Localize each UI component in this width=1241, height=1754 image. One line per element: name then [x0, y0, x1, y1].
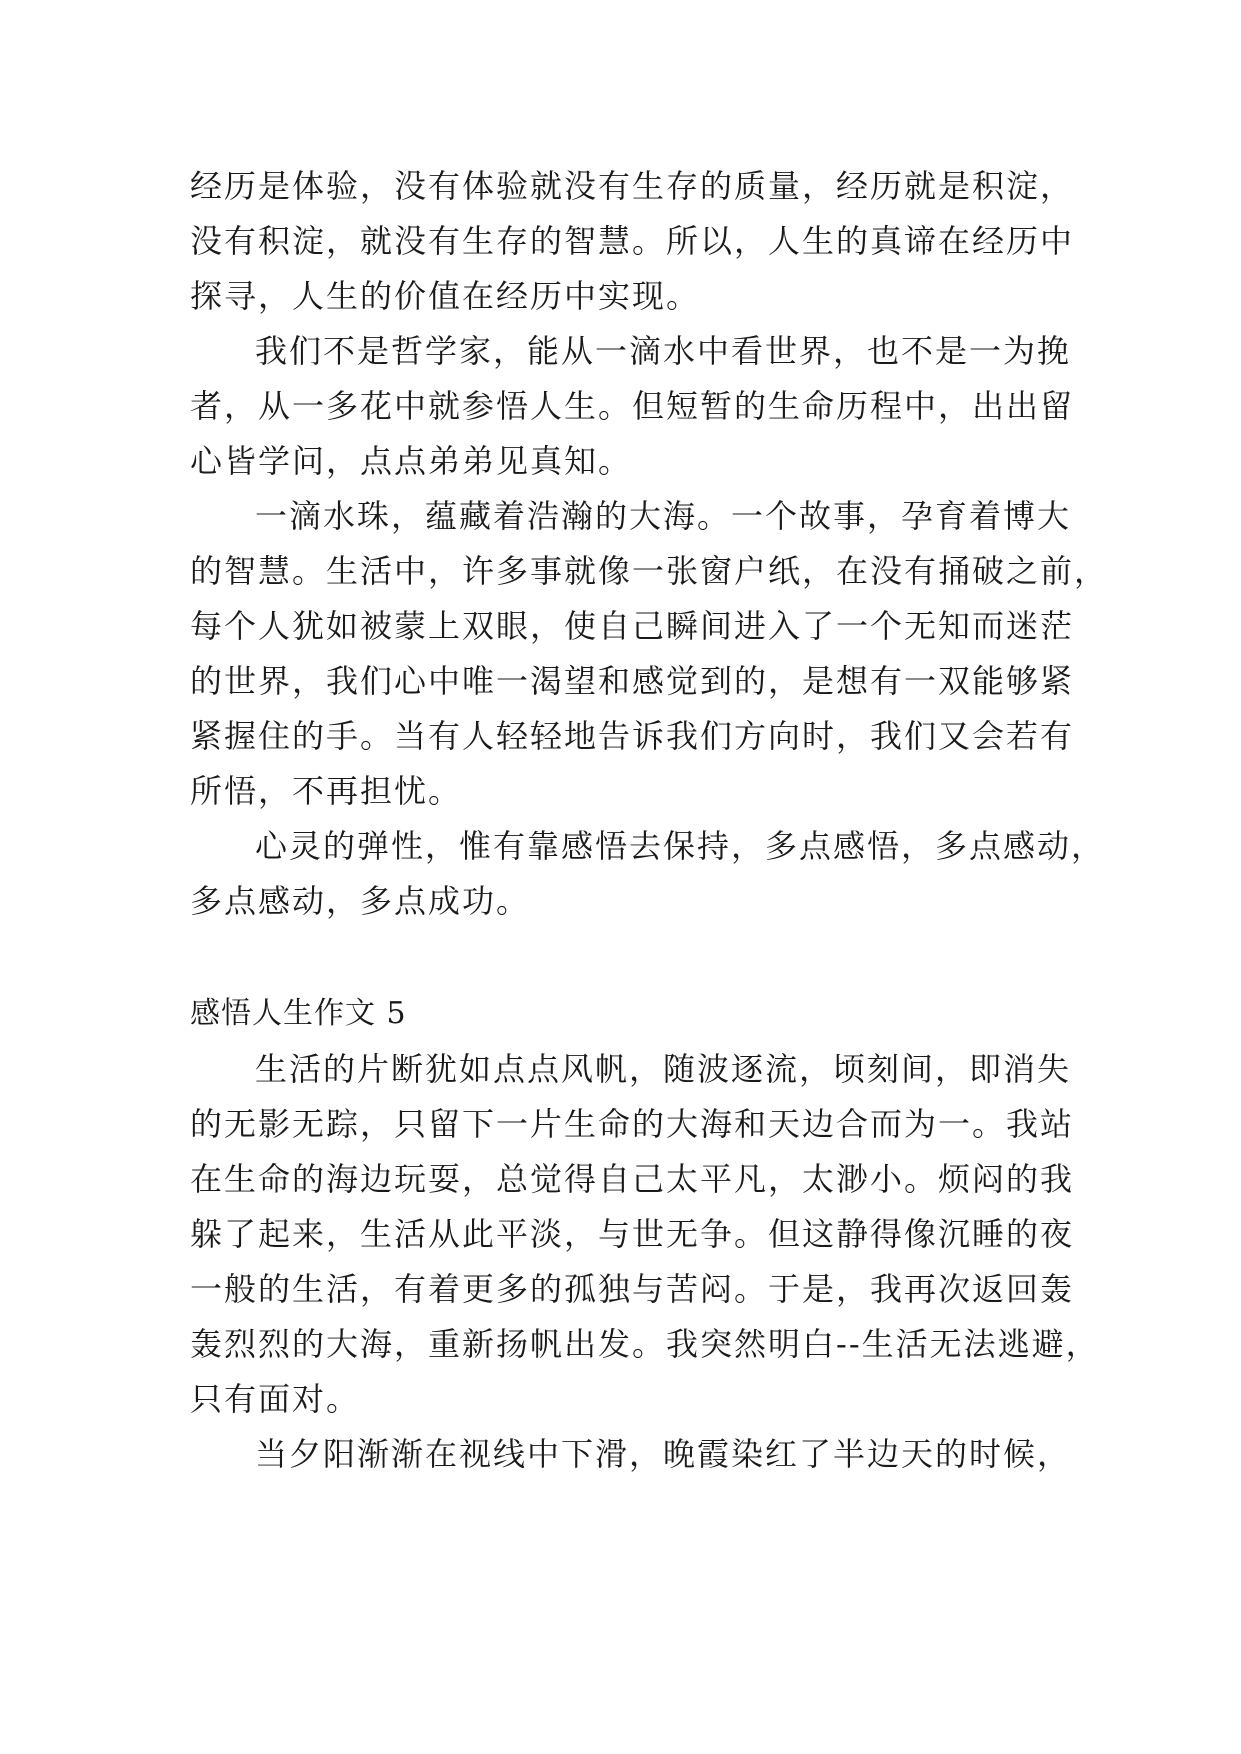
- text-line: 我们不是哲学家，能从一滴水中看世界，也不是一为挽: [255, 332, 1072, 370]
- text-line: 只有面对。: [190, 1380, 361, 1418]
- text-line: 没有积淀，就没有生存的智慧。所以，人生的真谛在经历中: [190, 222, 1075, 260]
- text-line: 心皆学问，点点弟弟见真知。: [190, 442, 633, 480]
- text-line: 一滴水珠，蕴藏着浩瀚的大海。一个故事，孕育着博大: [255, 497, 1072, 535]
- section-title: 感悟人生作文 5: [190, 996, 407, 1031]
- text-line: 探寻，人生的价值在经历中实现。: [190, 277, 701, 315]
- text-line: 的智慧。生活中，许多事就像一张窗户纸，在没有捅破之前，: [190, 552, 1109, 590]
- text-line: 轰烈烈的大海，重新扬帆出发。我突然明白--生活无法逃避，: [190, 1325, 1100, 1363]
- text-line: 紧握住的手。当有人轻轻地告诉我们方向时，我们又会若有: [190, 717, 1075, 755]
- text-line: 者，从一多花中就参悟人生。但短暂的生命历程中，出出留: [190, 387, 1075, 425]
- text-line: 一般的生活，有着更多的孤独与苦闷。于是，我再次返回轰: [190, 1270, 1075, 1308]
- text-line: 所悟，不再担忧。: [190, 772, 463, 810]
- text-line: 经历是体验，没有体验就没有生存的质量，经历就是积淀，: [190, 167, 1075, 205]
- text-line: 每个人犹如被蒙上双眼，使自己瞬间进入了一个无知而迷茫: [190, 607, 1075, 645]
- text-line: 的无影无踪，只留下一片生命的大海和天边合而为一。我站: [190, 1105, 1075, 1143]
- text-line: 生活的片断犹如点点风帆，随波逐流，顷刻间，即消失: [255, 1050, 1072, 1088]
- text-line: 当夕阳渐渐在视线中下滑，晚霞染红了半边天的时候，: [255, 1435, 1072, 1473]
- text-line: 多点感动，多点成功。: [190, 882, 531, 920]
- text-line: 躲了起来，生活从此平淡，与世无争。但这静得像沉睡的夜: [190, 1215, 1075, 1253]
- text-line: 在生命的海边玩耍，总觉得自己太平凡，太渺小。烦闷的我: [190, 1160, 1075, 1198]
- text-line: 的世界，我们心中唯一渴望和感觉到的，是想有一双能够紧: [190, 662, 1075, 700]
- text-line: 心灵的弹性，惟有靠感悟去保持，多点感悟，多点感动，: [255, 827, 1106, 865]
